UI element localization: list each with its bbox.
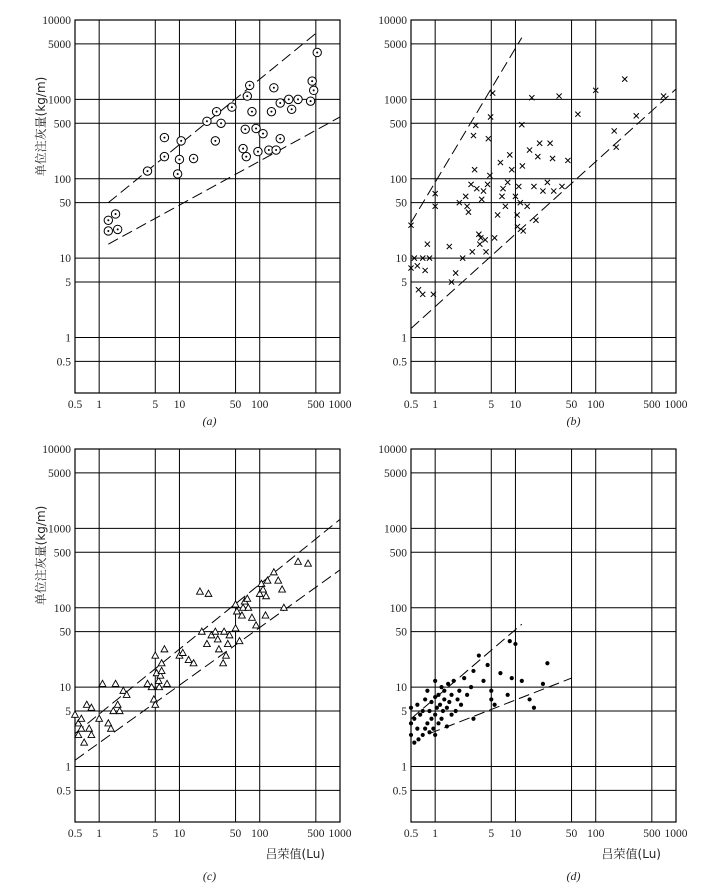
data-point-center bbox=[244, 128, 246, 130]
y-tick-label: 1000 bbox=[48, 523, 71, 536]
data-point bbox=[488, 114, 493, 119]
data-point bbox=[253, 622, 260, 628]
data-point bbox=[86, 725, 93, 731]
data-point bbox=[525, 204, 530, 209]
data-point bbox=[495, 212, 500, 217]
y-tick-label: 50 bbox=[59, 197, 71, 210]
data-point bbox=[449, 713, 453, 717]
data-point bbox=[462, 676, 466, 680]
data-point bbox=[161, 646, 168, 652]
data-point bbox=[435, 706, 439, 710]
data-point bbox=[489, 697, 493, 701]
data-point bbox=[477, 653, 481, 657]
data-point bbox=[485, 182, 490, 187]
data-point bbox=[489, 689, 493, 693]
x-tick-label: 50 bbox=[565, 828, 578, 840]
data-point bbox=[540, 188, 545, 193]
x-tick-label: 1 bbox=[96, 399, 103, 411]
data-point-center bbox=[214, 140, 216, 142]
data-point bbox=[204, 640, 211, 646]
x-tick-label: 1000 bbox=[328, 828, 352, 840]
data-point-center bbox=[177, 173, 179, 175]
data-point bbox=[513, 642, 517, 646]
data-point bbox=[507, 152, 512, 157]
data-point bbox=[545, 180, 550, 185]
y-tick-label: 1000 bbox=[48, 94, 71, 107]
x-tick-label: 0.5 bbox=[67, 828, 83, 840]
data-point bbox=[459, 703, 463, 707]
data-point bbox=[439, 717, 443, 721]
data-point bbox=[249, 614, 256, 620]
data-point bbox=[423, 268, 428, 273]
data-point-center bbox=[107, 219, 109, 221]
y-tick-label: 100 bbox=[53, 173, 71, 186]
data-point bbox=[559, 184, 564, 189]
y-tick-label: 5000 bbox=[48, 38, 71, 51]
data-point bbox=[537, 141, 542, 146]
data-point bbox=[541, 682, 545, 686]
data-point bbox=[455, 697, 459, 701]
x-axis-label: 吕荣值(Lu) bbox=[601, 847, 661, 861]
data-point bbox=[112, 680, 119, 686]
data-point bbox=[457, 689, 461, 693]
data-point bbox=[262, 612, 269, 618]
data-point bbox=[465, 204, 470, 209]
x-tick-label: 10 bbox=[509, 828, 522, 840]
data-point bbox=[420, 292, 425, 297]
data-point bbox=[415, 263, 420, 268]
data-point bbox=[164, 680, 171, 686]
data-point bbox=[412, 741, 416, 745]
data-point-center bbox=[206, 120, 208, 122]
data-point bbox=[614, 145, 619, 150]
y-tick-label: 5000 bbox=[384, 38, 407, 51]
y-tick-label: 0.5 bbox=[56, 785, 71, 798]
x-tick-label: 0.5 bbox=[403, 828, 419, 840]
data-point bbox=[415, 727, 419, 731]
y-tick-label: 100 bbox=[53, 602, 71, 615]
x-tick-label: 500 bbox=[307, 399, 325, 411]
y-tick-label: 5000 bbox=[384, 467, 407, 480]
panel-caption: (b) bbox=[566, 414, 581, 428]
data-point bbox=[421, 733, 425, 737]
y-tick-label: 50 bbox=[59, 626, 71, 639]
data-point bbox=[531, 184, 536, 189]
data-point bbox=[547, 141, 552, 146]
data-point bbox=[224, 640, 231, 646]
panel-caption: (d) bbox=[566, 869, 581, 883]
data-point-center bbox=[255, 127, 257, 129]
y-tick-label: 10000 bbox=[42, 15, 71, 27]
y-tick-label: 10 bbox=[59, 253, 71, 266]
data-point bbox=[447, 700, 451, 704]
y-tick-label: 0.5 bbox=[56, 356, 71, 369]
data-point bbox=[232, 625, 239, 631]
data-point bbox=[499, 194, 504, 199]
data-point-center bbox=[262, 133, 264, 135]
data-point-center bbox=[257, 151, 259, 153]
data-point bbox=[236, 638, 243, 644]
y-tick-label: 100 bbox=[389, 602, 407, 615]
envelope-line bbox=[411, 89, 676, 328]
data-point-center bbox=[216, 111, 218, 113]
x-tick-label: 1000 bbox=[664, 399, 688, 411]
data-point bbox=[481, 679, 485, 683]
data-point-center bbox=[275, 149, 277, 151]
x-tick-label: 5 bbox=[152, 828, 159, 840]
x-axis-label: 吕荣值(Lu) bbox=[265, 847, 325, 861]
envelope-line bbox=[429, 678, 571, 733]
data-point bbox=[557, 93, 562, 98]
data-point bbox=[533, 218, 538, 223]
data-point bbox=[471, 133, 476, 138]
y-tick-label: 10000 bbox=[378, 444, 407, 456]
data-point bbox=[470, 249, 475, 254]
data-point bbox=[214, 636, 221, 642]
data-point bbox=[429, 700, 433, 704]
data-point-center bbox=[246, 95, 248, 97]
y-tick-label: 0.5 bbox=[392, 356, 407, 369]
y-tick-label: 10 bbox=[59, 682, 71, 695]
data-point bbox=[220, 660, 227, 666]
x-tick-label: 0.5 bbox=[67, 399, 83, 411]
data-point bbox=[506, 693, 510, 697]
data-point bbox=[438, 703, 442, 707]
data-point bbox=[427, 730, 431, 734]
data-point bbox=[516, 184, 521, 189]
data-point bbox=[279, 586, 286, 592]
data-point bbox=[527, 147, 532, 152]
y-tick-label: 1 bbox=[65, 332, 71, 345]
x-tick-label: 5 bbox=[488, 828, 495, 840]
data-point-center bbox=[313, 89, 315, 91]
data-point bbox=[99, 680, 106, 686]
y-tick-label: 5 bbox=[65, 277, 71, 290]
data-point bbox=[481, 188, 486, 193]
data-point bbox=[509, 167, 514, 172]
data-point bbox=[445, 724, 449, 728]
data-point-center bbox=[146, 170, 148, 172]
y-tick-label: 50 bbox=[395, 197, 407, 210]
envelope-line bbox=[75, 519, 340, 733]
data-point-center bbox=[297, 98, 299, 100]
y-tick-label: 5 bbox=[401, 277, 407, 290]
data-point bbox=[78, 715, 85, 721]
data-point bbox=[409, 721, 413, 725]
y-axis-label: 单位注灰量(kg/m) bbox=[34, 505, 48, 606]
data-point bbox=[421, 709, 425, 713]
data-point bbox=[429, 717, 433, 721]
data-point bbox=[305, 560, 312, 566]
x-tick-label: 0.5 bbox=[403, 399, 419, 411]
chart-panel-a bbox=[34, 15, 352, 428]
data-point-center bbox=[310, 100, 312, 102]
data-point bbox=[510, 676, 514, 680]
data-point bbox=[493, 703, 497, 707]
data-point bbox=[468, 182, 473, 187]
data-point bbox=[446, 682, 450, 686]
data-point bbox=[445, 706, 449, 710]
data-point bbox=[550, 156, 555, 161]
data-point-center bbox=[117, 228, 119, 230]
data-point bbox=[144, 680, 151, 686]
y-tick-label: 10 bbox=[395, 682, 407, 695]
x-tick-label: 1 bbox=[432, 828, 439, 840]
data-point bbox=[152, 652, 159, 658]
x-tick-label: 1 bbox=[432, 399, 439, 411]
data-point bbox=[205, 590, 212, 596]
x-tick-label: 50 bbox=[229, 828, 242, 840]
panel-caption: (c) bbox=[202, 869, 217, 883]
y-tick-label: 5000 bbox=[48, 467, 71, 480]
x-tick-label: 500 bbox=[307, 828, 325, 840]
data-point bbox=[508, 639, 512, 643]
x-tick-label: 1000 bbox=[664, 828, 688, 840]
chart-panel-d bbox=[378, 444, 688, 883]
data-point bbox=[88, 731, 95, 737]
data-point bbox=[409, 706, 413, 710]
y-tick-label: 10000 bbox=[378, 15, 407, 27]
chart-panel-c bbox=[34, 444, 352, 883]
data-point bbox=[234, 608, 241, 614]
data-point-center bbox=[279, 138, 281, 140]
data-point bbox=[425, 721, 429, 725]
data-point bbox=[472, 167, 477, 172]
data-point bbox=[634, 113, 639, 118]
data-point-center bbox=[231, 106, 233, 108]
data-point bbox=[441, 709, 445, 713]
data-point bbox=[463, 194, 468, 199]
data-point bbox=[425, 242, 430, 247]
data-point bbox=[295, 558, 302, 564]
data-point-center bbox=[163, 137, 165, 139]
data-point bbox=[442, 697, 446, 701]
data-point-center bbox=[163, 156, 165, 158]
data-point bbox=[453, 270, 458, 275]
y-tick-label: 5 bbox=[401, 706, 407, 719]
data-point bbox=[179, 649, 186, 655]
data-point bbox=[275, 577, 282, 583]
data-point bbox=[114, 701, 121, 707]
data-point bbox=[483, 249, 488, 254]
x-tick-label: 100 bbox=[251, 828, 269, 840]
y-tick-label: 5 bbox=[65, 706, 71, 719]
data-point bbox=[505, 180, 510, 185]
x-tick-label: 100 bbox=[587, 399, 605, 411]
data-point bbox=[622, 77, 627, 82]
data-point bbox=[270, 569, 277, 575]
y-axis-label: 单位注灰量(kg/m) bbox=[34, 76, 48, 177]
y-tick-label: 10 bbox=[395, 253, 407, 266]
x-tick-label: 500 bbox=[643, 399, 661, 411]
data-point-center bbox=[107, 230, 109, 232]
y-tick-label: 500 bbox=[389, 118, 407, 131]
y-tick-label: 1 bbox=[401, 761, 407, 774]
data-point bbox=[412, 717, 416, 721]
data-point bbox=[469, 685, 473, 689]
data-point-center bbox=[180, 140, 182, 142]
data-point bbox=[520, 679, 524, 683]
data-point bbox=[532, 706, 536, 710]
data-point-center bbox=[193, 157, 195, 159]
data-point-center bbox=[245, 156, 247, 158]
data-point bbox=[452, 679, 456, 683]
data-point bbox=[479, 197, 484, 202]
data-point bbox=[418, 713, 422, 717]
data-point bbox=[158, 660, 165, 666]
y-tick-label: 500 bbox=[53, 547, 71, 560]
y-tick-label: 500 bbox=[53, 118, 71, 131]
x-tick-label: 10 bbox=[509, 399, 522, 411]
y-tick-label: 50 bbox=[395, 626, 407, 639]
data-point-center bbox=[311, 80, 313, 82]
data-point-center bbox=[178, 158, 180, 160]
data-point bbox=[498, 671, 502, 675]
data-point bbox=[415, 703, 419, 707]
data-point bbox=[498, 160, 503, 165]
y-tick-label: 1000 bbox=[384, 94, 407, 107]
y-tick-label: 500 bbox=[389, 547, 407, 560]
data-point-center bbox=[220, 122, 222, 124]
y-tick-label: 100 bbox=[389, 173, 407, 186]
data-point bbox=[425, 689, 429, 693]
data-point bbox=[520, 163, 525, 168]
data-point bbox=[433, 679, 437, 683]
envelope-line bbox=[108, 32, 317, 202]
data-point-center bbox=[249, 84, 251, 86]
data-point bbox=[565, 158, 570, 163]
data-point bbox=[436, 721, 440, 725]
data-point-center bbox=[288, 98, 290, 100]
y-tick-label: 10000 bbox=[42, 444, 71, 456]
data-point bbox=[83, 701, 90, 707]
data-point bbox=[96, 715, 103, 721]
data-point bbox=[465, 693, 469, 697]
data-point-center bbox=[316, 51, 318, 53]
data-point bbox=[471, 717, 475, 721]
data-point bbox=[81, 739, 88, 745]
envelope-line bbox=[411, 38, 522, 223]
x-tick-label: 10 bbox=[173, 399, 186, 411]
y-tick-label: 1 bbox=[401, 332, 407, 345]
data-point-center bbox=[270, 111, 272, 113]
y-tick-label: 0.5 bbox=[392, 785, 407, 798]
data-point bbox=[486, 663, 490, 667]
data-point bbox=[521, 228, 526, 233]
data-point bbox=[439, 685, 443, 689]
y-tick-label: 1 bbox=[65, 761, 71, 774]
data-point bbox=[416, 737, 420, 741]
data-point bbox=[158, 667, 165, 673]
data-point bbox=[442, 689, 446, 693]
x-tick-label: 5 bbox=[488, 399, 495, 411]
data-point bbox=[72, 711, 79, 717]
data-point-center bbox=[279, 102, 281, 104]
data-point bbox=[551, 188, 556, 193]
data-point bbox=[612, 128, 617, 133]
panel-caption: (a) bbox=[202, 414, 217, 428]
data-point bbox=[197, 588, 204, 594]
data-point bbox=[477, 242, 482, 247]
data-point bbox=[471, 669, 475, 673]
data-point bbox=[423, 727, 427, 731]
data-point bbox=[423, 697, 427, 701]
envelope-line bbox=[108, 117, 340, 244]
y-tick-label: 1000 bbox=[384, 523, 407, 536]
data-point bbox=[447, 244, 452, 249]
data-point bbox=[661, 93, 666, 98]
data-point bbox=[433, 713, 437, 717]
x-tick-label: 100 bbox=[587, 828, 605, 840]
data-point bbox=[263, 593, 270, 599]
data-point bbox=[500, 186, 505, 191]
data-point bbox=[427, 709, 431, 713]
x-tick-label: 50 bbox=[565, 399, 578, 411]
x-tick-label: 100 bbox=[251, 399, 269, 411]
data-point bbox=[409, 733, 413, 737]
x-tick-label: 500 bbox=[643, 828, 661, 840]
data-point bbox=[150, 696, 157, 702]
data-point-center bbox=[242, 148, 244, 150]
data-point bbox=[535, 154, 540, 159]
data-point bbox=[215, 646, 222, 652]
data-point bbox=[575, 112, 580, 117]
data-point bbox=[436, 693, 440, 697]
x-tick-label: 50 bbox=[229, 399, 242, 411]
x-tick-label: 1000 bbox=[328, 399, 352, 411]
data-point bbox=[433, 733, 437, 737]
data-point-center bbox=[268, 149, 270, 151]
data-point bbox=[449, 693, 453, 697]
data-point bbox=[545, 661, 549, 665]
x-tick-label: 1 bbox=[96, 828, 103, 840]
data-point bbox=[454, 709, 458, 713]
chart-panel-b bbox=[378, 15, 688, 428]
data-point-center bbox=[251, 111, 253, 113]
x-tick-label: 10 bbox=[173, 828, 186, 840]
data-point bbox=[486, 136, 491, 141]
data-point bbox=[466, 210, 471, 215]
data-point-center bbox=[273, 87, 275, 89]
data-point bbox=[492, 235, 497, 240]
data-point bbox=[474, 186, 479, 191]
data-point-center bbox=[115, 213, 117, 215]
x-tick-label: 5 bbox=[152, 399, 159, 411]
data-point bbox=[185, 656, 192, 662]
data-point bbox=[527, 697, 531, 701]
data-point bbox=[431, 727, 435, 731]
data-point-center bbox=[291, 108, 293, 110]
data-point bbox=[503, 204, 508, 209]
